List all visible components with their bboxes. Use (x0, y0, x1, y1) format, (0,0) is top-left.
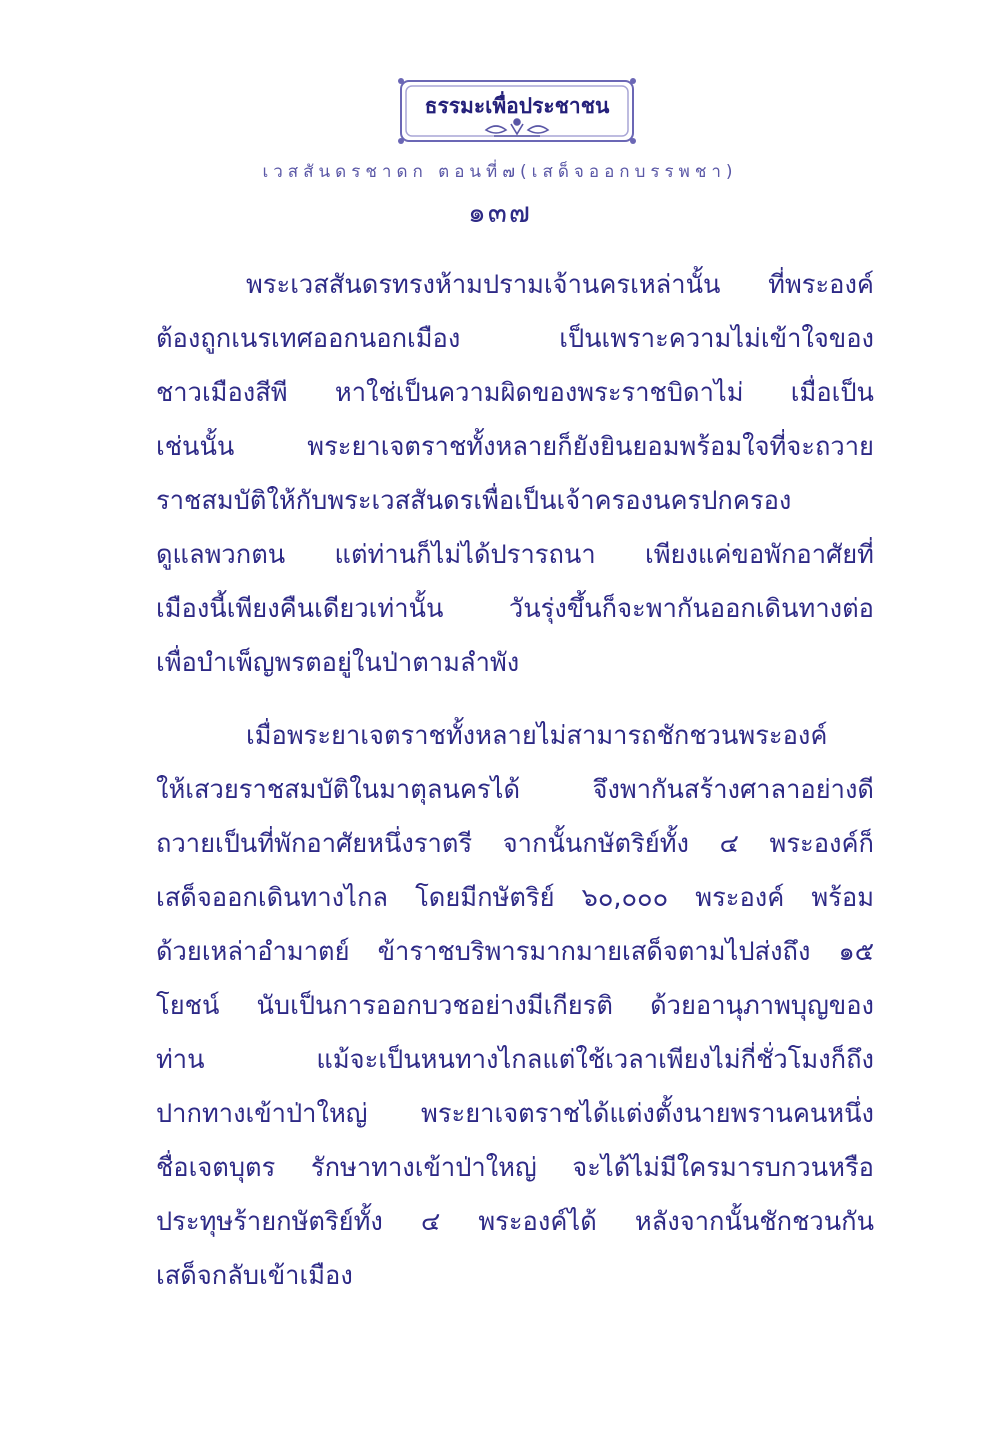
paragraph (156, 258, 874, 690)
paragraph (156, 709, 874, 1303)
text-line: โยชน์ นับเป็นการออกบวชอย่างมีเกียรติ ด้วยอานุภาพบุญของ (156, 991, 874, 1021)
text-line: เสด็จกลับเข้าเมือง (156, 1261, 353, 1291)
text-line: เสด็จออกเดินทางไกล โดยมีกษัตริย์ ๖๐,๐๐๐ พระองค์ พร้อม (156, 883, 874, 913)
text-line: เมื่อพระยาเจตราชทั้งหลายไม่สามารถชักชวนพระองค์ (246, 721, 828, 751)
logo (398, 78, 636, 152)
text-line: เมืองนี้เพียงคืนเดียวเท่านั้น วันรุ่งขึ้นก็จะพากันออกเดินทางต่อ (156, 594, 874, 624)
page-number: ๑๓๗ (468, 196, 532, 229)
text-line: เพื่อบำเพ็ญพรตอยู่ในป่าตามลำพัง (156, 648, 520, 678)
text-line: ราชสมบัติให้กับพระเวสสันดรเพื่อเป็นเจ้าครองนครปกครอง (156, 486, 792, 516)
text-line: ถวายเป็นที่พักอาศัยหนึ่งราตรี จากนั้นกษัตริย์ทั้ง ๔ พระองค์ก็ (156, 829, 874, 859)
text-line: ด้วยเหล่าอำมาตย์ ข้าราชบริพารมากมายเสด็จตามไปส่งถึง ๑๕ (156, 937, 874, 967)
text-line: ชาวเมืองสีพี หาใช่เป็นความผิดของพระราชบิดาไม่ เมื่อเป็น (156, 378, 874, 408)
text-line: ดูแลพวกตน แต่ท่านก็ไม่ได้ปรารถนา เพียงแค่ขอพักอาศัยที่ (156, 540, 874, 570)
body-text (156, 258, 874, 1303)
text-line: ปากทางเข้าป่าใหญ่ พระยาเจตราชได้แต่งตั้งนายพรานคนหนึ่ง (156, 1099, 874, 1129)
text-line: ประทุษร้ายกษัตริย์ทั้ง ๔ พระองค์ได้ หลังจากนั้นชักชวนกัน (156, 1207, 874, 1237)
text-line: ต้องถูกเนรเทศออกนอกเมือง เป็นเพราะความไม่เข้าใจของ (156, 324, 874, 354)
logo-text: ธรรมะเพื่อประชาชน (424, 93, 610, 118)
chapter-title: เวสสันดรชาดก ตอนที่๗(เสด็จออกบรรพชา) (262, 162, 738, 182)
text-line: ท่าน แม้จะเป็นหนทางไกลแต่ใช้เวลาเพียงไม่กี่ชั่วโมงก็ถึง (156, 1045, 874, 1075)
text-line: ให้เสวยราชสมบัติในมาตุลนครได้ จึงพากันสร้างศาลาอย่างดี (156, 775, 874, 805)
text-line: พระเวสสันดรทรงห้ามปรามเจ้านครเหล่านั้น ที่พระองค์ (246, 270, 874, 300)
text-line: เช่นนั้น พระยาเจตราชทั้งหลายก็ยังยินยอมพร้อมใจที่จะถวาย (156, 432, 874, 462)
text-line: ชื่อเจตบุตร รักษาทางเข้าป่าใหญ่ จะได้ไม่มีใครมารบกวนหรือ (156, 1153, 874, 1183)
